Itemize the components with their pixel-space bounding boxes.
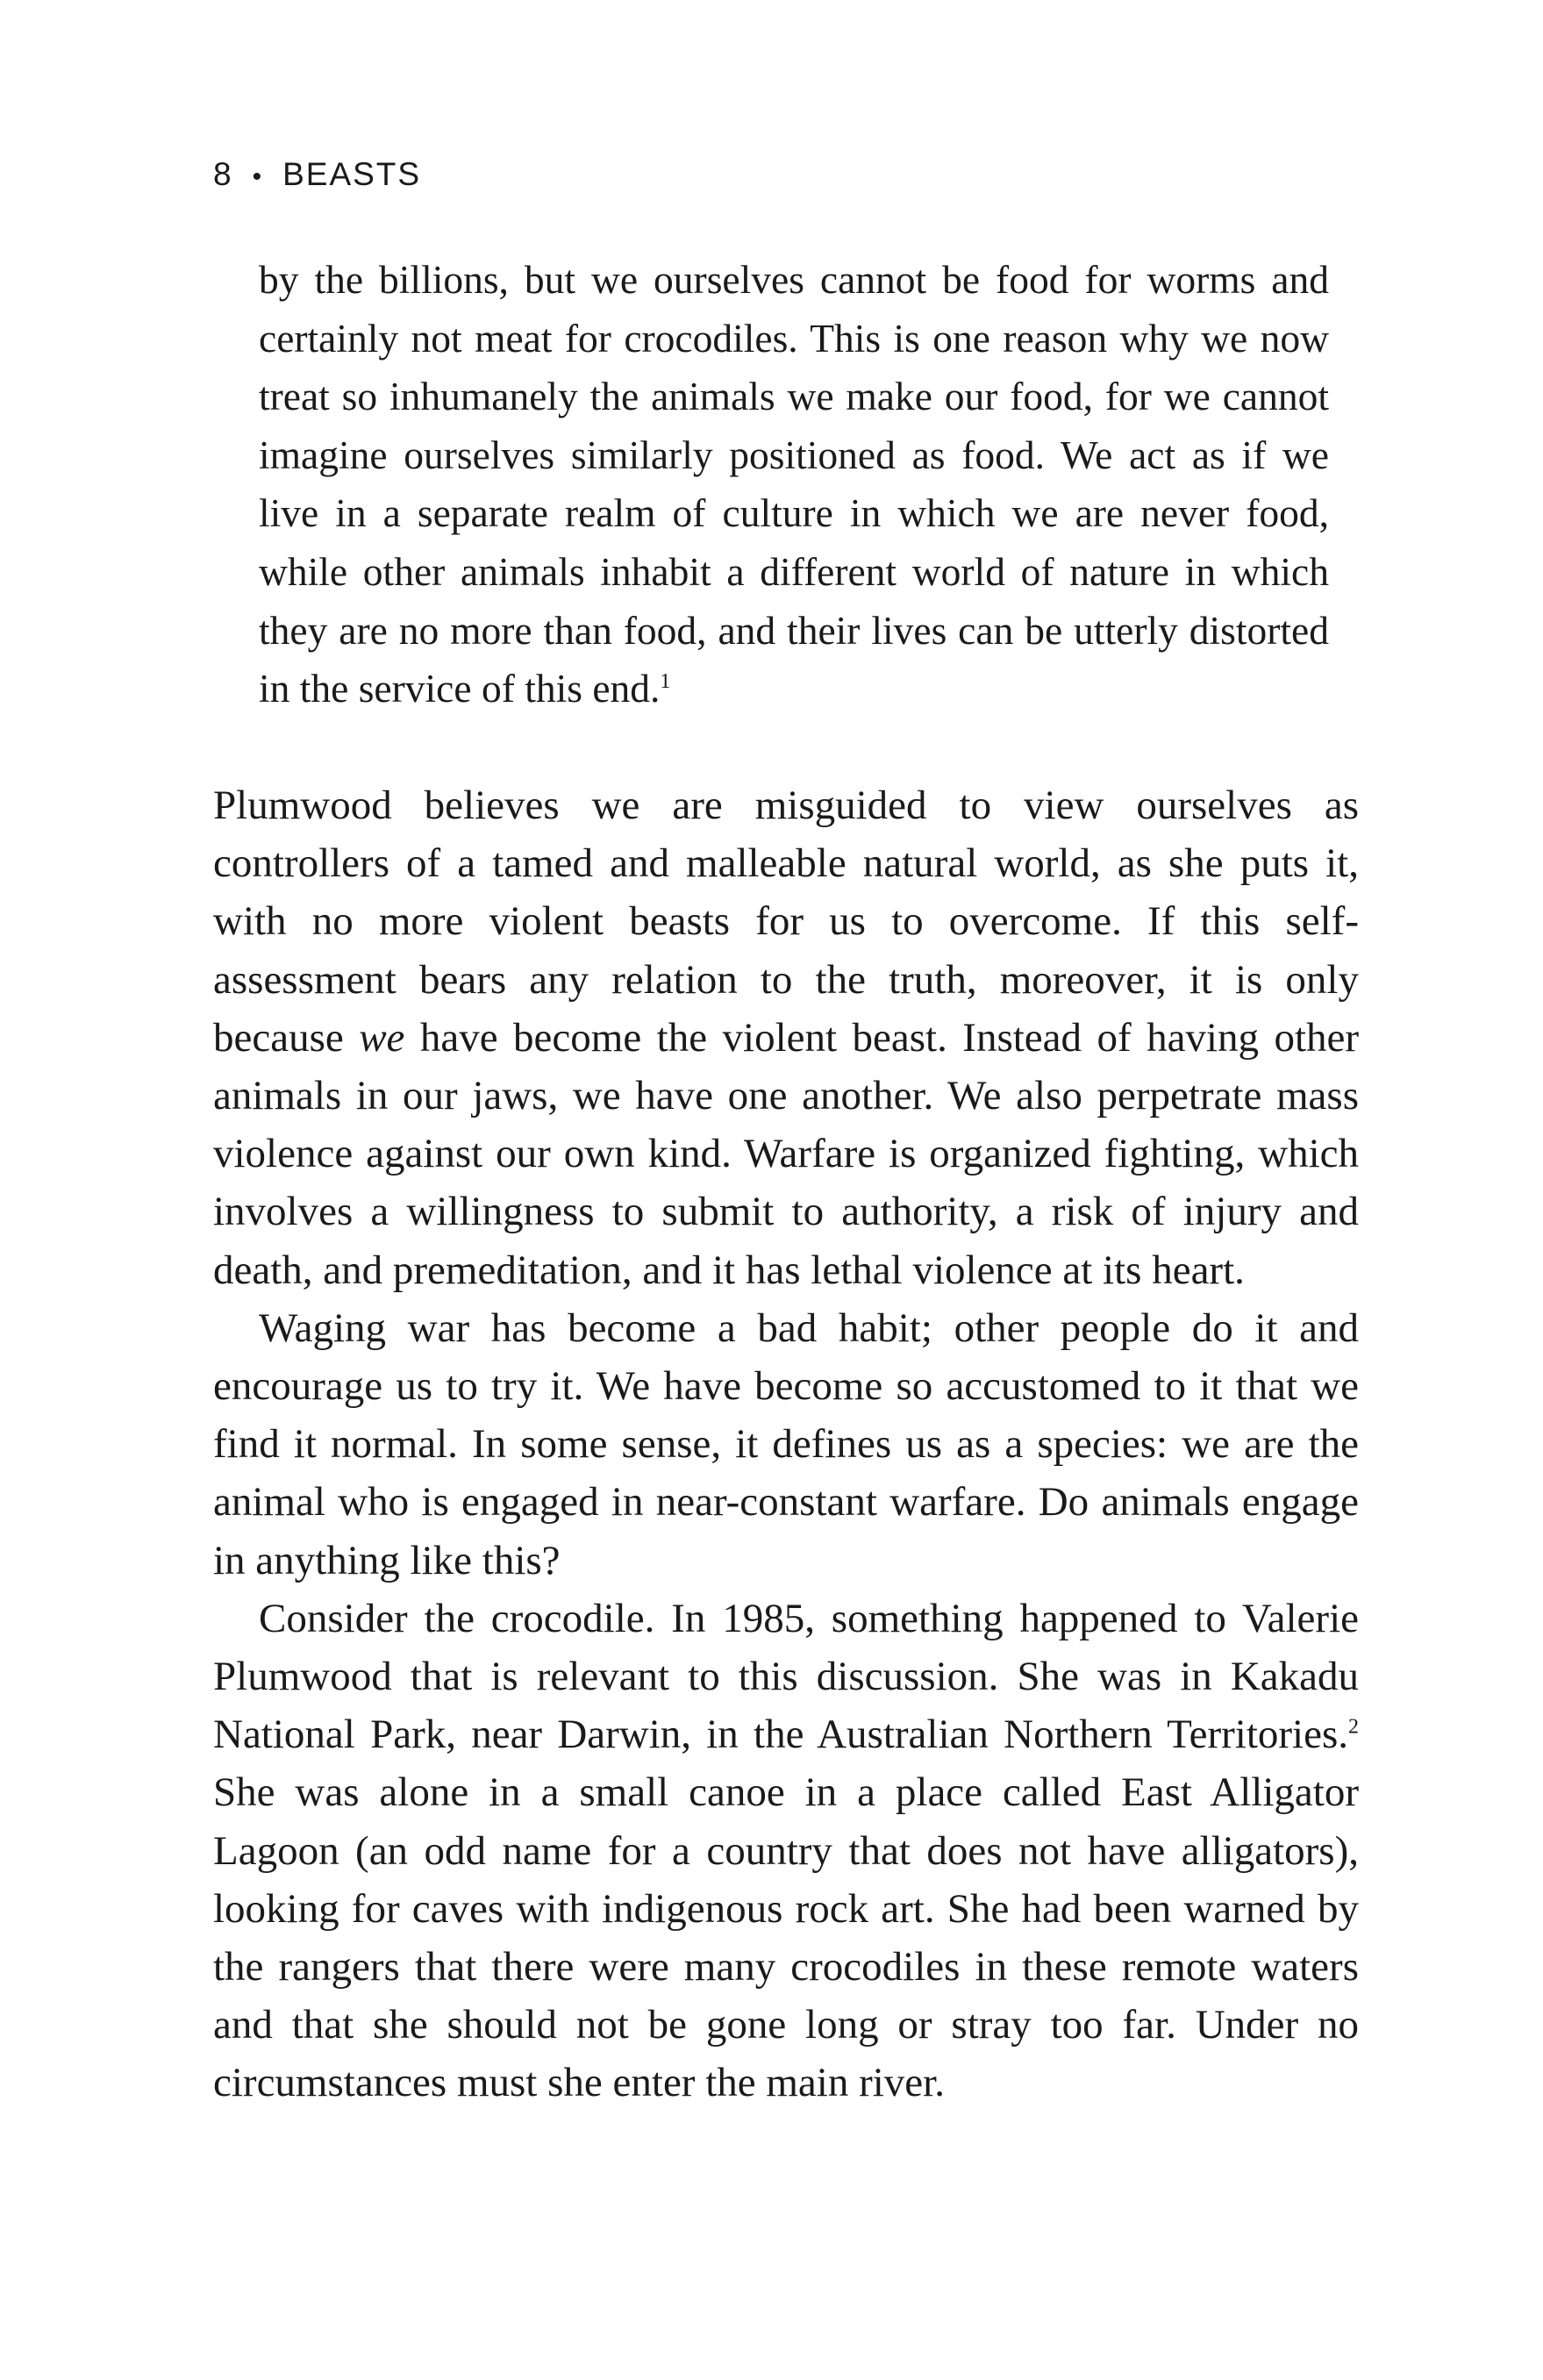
paragraph [213,1299,1359,1590]
paragraph-text: Plumwood believes we are misguided to view ourselves as controllers of a tamed and malleable natural world, as she puts it, with no more violent beasts for us to overcome. If this self-assessment bears any relation to the truth, moreover, it is only because [213,783,1359,1061]
page-number: 8 [213,156,233,192]
block-quotation-text: by the billions, but we ourselves cannot be food for worms and certainly not meat for crocodiles. This is one reason why we now treat so inhumanely the animals we make our food, for we cannot imagine ourselves similarly positioned as food. We act as if we live in a separate realm of culture in which we are never food, while other animals inhabit a different world of nature in which they are no more than food, and their lives can be utterly distorted in the service of this end. [259,257,1329,711]
paragraph [213,1590,1359,2112]
paragraph-text: have become the violent beast. Instead of having other animals in our jaws, we have one another. We also perpetrate mass violence against our own kind. Warfare is organized fighting, which involves a willingness to submit to authority, a risk of injury and death, and premeditation, and it has lethal violence at its heart. [213,1014,1360,1293]
header-separator: • [252,162,264,191]
paragraph-text: Consider the crocodile. In 1985, something happened to Valerie Plumwood that is relevant to this discussion. She was in Kakadu National Park, near Darwin, in the Australian Northern Territories. [213,1595,1359,1758]
body-text [213,776,1359,2112]
footnote-reference: 2 [1348,1715,1359,1739]
paragraph [213,776,1359,1299]
running-head [213,156,421,193]
paragraph-text: She was alone in a small canoe in a place called East Alligator Lagoon (an odd name for a country that does not have alligators), looking for caves with indigenous rock art. She had been warned by the rangers that there were many crocodiles in these remote waters and that she should not be gone long or stray too far. Under no circumstances must she enter the main river. [213,1769,1359,2106]
emphasis: we [359,1014,405,1061]
running-title: BEASTS [282,156,422,192]
block-quotation [259,251,1329,718]
paragraph-text: Waging war has become a bad habit; other people do it and encourage us to try it. We have become so accustomed to it that we find it normal. In some sense, it defines us as a species: we are the animal who is engaged in near-constant warfare. Do animals engage in anything like this? [213,1304,1359,1583]
footnote-reference: 1 [660,670,671,693]
